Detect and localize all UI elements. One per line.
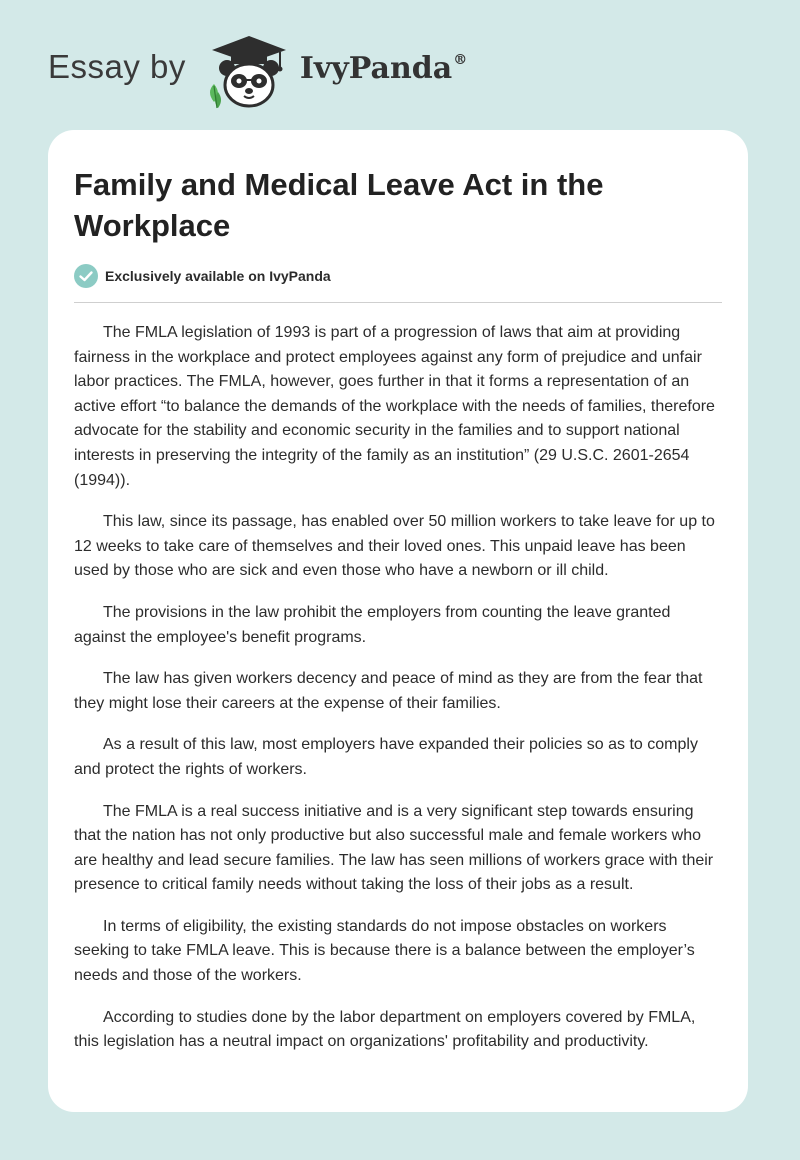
paragraph: The law has given workers decency and peace of mind as they are from the fear that they might lose their careers at the expense of their families. (74, 670, 703, 712)
essay-title: Family and Medical Leave Act in the Workplace (74, 167, 604, 243)
essay-body (74, 321, 722, 1055)
paragraph: The provisions in the law prohibit the employers from counting the leave granted against the employee's benefit programs. (74, 603, 671, 646)
exclusive-badge (74, 264, 722, 303)
paragraph: According to studies done by the labor department on employers covered by FMLA, this legislation has a neutral impact on organizations' profitability and productivity. (74, 1008, 696, 1051)
paragraph: This law, since its passage, has enabled over 50 million workers to take leave for up to 12 weeks to take care of themselves and their loved ones. This unpaid leave has been used by those who are sick and even those who have a newborn or ill child. (74, 513, 715, 580)
paragraph: The FMLA legislation of 1993 is part of a progression of laws that aim at providing fairness in the workplace and protect employees against any form of prejudice and unfair labor practices. The FMLA, however, goes further in that it forms a representation of an active effort “to balance the demands of the workplace with the needs of families, therefore advocate for the stability and economic security in the families and to support national interests in preserving the integrity of the family as an institution” (29 U.S.C. 2601-2654 (1994)). (74, 324, 715, 489)
badge-text: Exclusively available on IvyPanda (105, 268, 331, 284)
essay-by-label: Essay by (48, 48, 186, 85)
brand-label: IvyPanda (299, 50, 453, 86)
paragraph: In terms of eligibility, the existing standards do not impose obstacles on workers seeking to take FMLA leave. This is because there is a balance between the employer’s needs and those of the workers. (74, 917, 695, 985)
paragraph: As a result of this law, most employers have expanded their policies so as to comply and protect the rights of workers. (74, 736, 698, 778)
check-circle-icon (74, 264, 98, 288)
site-header (48, 30, 467, 110)
essay-card (48, 130, 748, 1112)
paragraph: The FMLA is a real success initiative and is a very significant step towards ensuring that the nation has not only productive but also successful male and female workers who are healthy and lead secure families. The law has seen millions of workers grace with their presence to critical family needs without taking the loss of their jobs as a result. (74, 802, 714, 894)
brand-name[interactable] (300, 51, 467, 86)
panda-graduation-cap-icon[interactable] (204, 30, 294, 110)
registered-mark: ® (453, 51, 468, 68)
